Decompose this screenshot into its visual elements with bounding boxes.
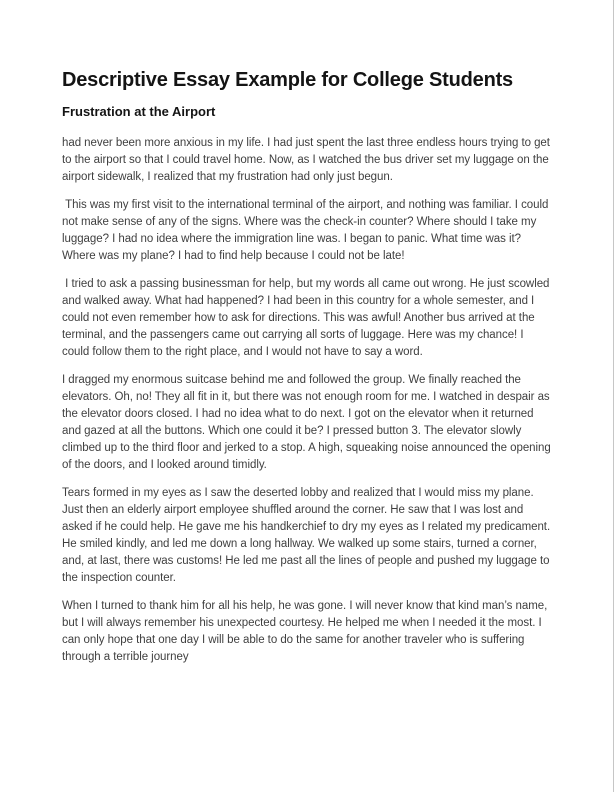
essay-paragraph-2: This was my first visit to the international terminal of the airport, and nothing was familiar. I could not make sense of any of the signs. Where was the check-in counter? Where should I take my luggage? I had no idea where the immigration line was. I began to panic. What time was it? Where was my plane? I had to find help because I could not be late! [62,199,552,262]
essay-paragraph-6: When I turned to thank him for all his help, he was gone. I will never know that kind man’s name, but I will always remember his unexpected courtesy. He helped me when I needed it the most. I can only hope that one day I will be able to do the same for another traveler who is suffering through a terrible journey [62,600,551,663]
essay-paragraph-3: I tried to ask a passing businessman for help, but my words all came out wrong. He just scowled and walked away. What had happened? I had been in this country for a whole semester, and I could not even remember how to ask for directions. This was awful! Another bus arrived at the terminal, and the passengers came out carrying all sorts of luggage. Here was my chance! I could follow them to the right place, and I would not have to say a word. [62,278,553,358]
document-content [62,68,553,677]
essay-heading: Frustration at the Airport [62,104,216,119]
essay-paragraph-1: had never been more anxious in my life. I had just spent the last three endless hours trying to get to the airport so that I could travel home. Now, as I watched the bus driver set my luggage on the airport sidewalk, I realized that my frustration had only just begun. [62,137,554,183]
essay-paragraph-5: Tears formed in my eyes as I saw the deserted lobby and realized that I would miss my plane. Just then an elderly airport employee shuffled around the corner. He saw that I was lost and asked if he could help. He gave me his handkerchief to dry my eyes as I related my predicament. He smiled kindly, and led me down a long hallway. We walked up some stairs, turned a corner, and, at last, there was customs! He led me past all the lines of people and pushed my luggage to the inspection counter. [62,487,554,584]
essay-paragraph-4: I dragged my enormous suitcase behind me and followed the group. We finally reached the elevators. Oh, no! They all fit in it, but there was not enough room for me. I watched in despair as the elevator doors closed. I had no idea what to do next. I got on the elevator when it returned and gazed at all the buttons. Which one could it be? I pressed button 3. The elevator slowly climbed up to the third floor and jerked to a stop. A high, squeaking noise announced the opening of the doors, and I looked around timidly. [62,374,554,471]
essay-title: Descriptive Essay Example for College Students [62,69,513,91]
